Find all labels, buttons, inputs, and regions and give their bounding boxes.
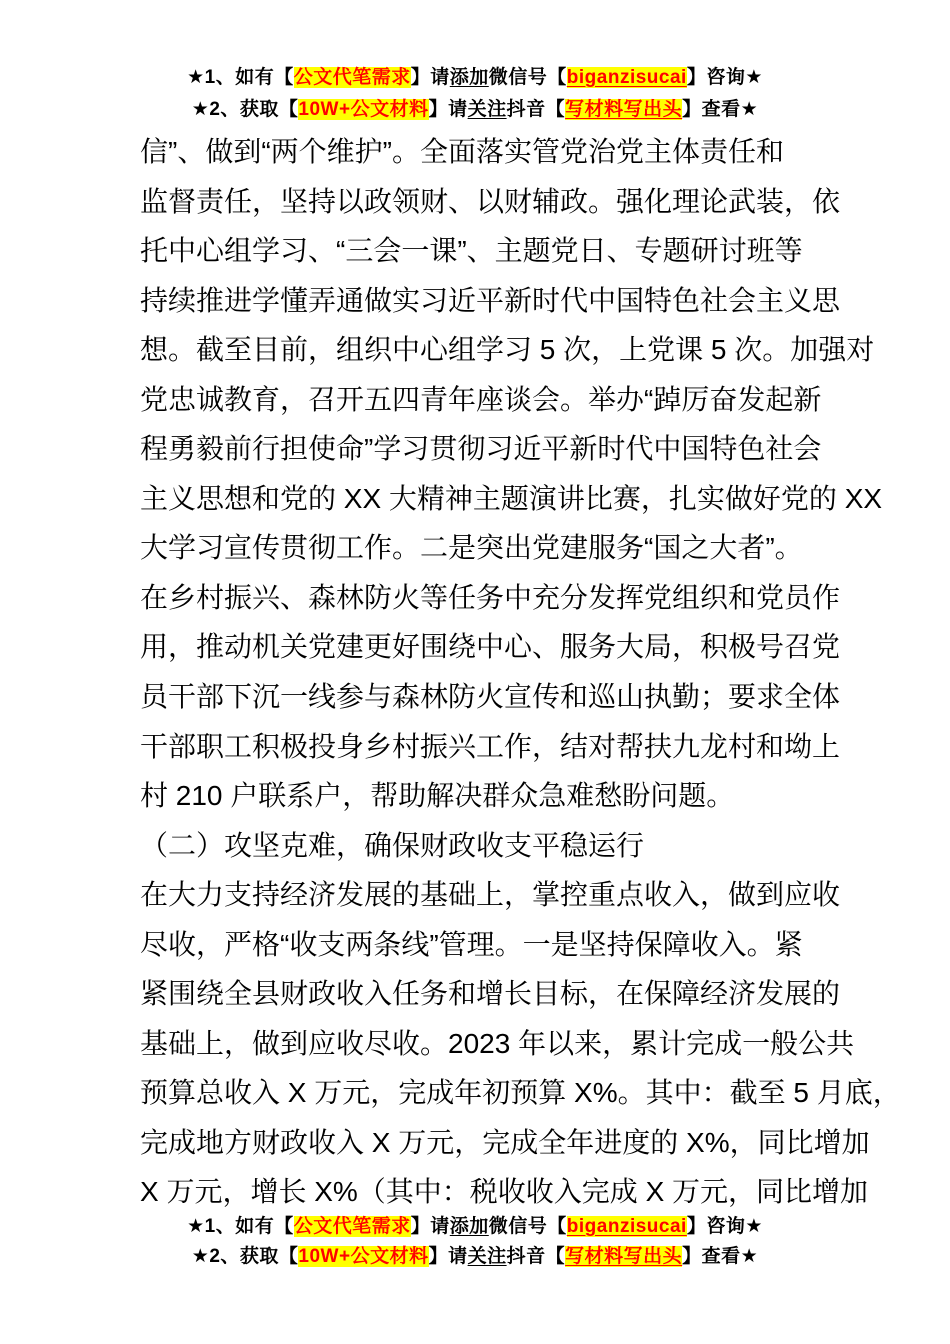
body-text-line: 程勇毅前行担使命”学习贯彻习近平新时代中国特色社会 bbox=[140, 433, 822, 465]
body-text-line: 想。截至目前，组织中心组学习 5 次，上党课 5 次。加强对 bbox=[140, 334, 875, 366]
banner-segment-highlight: 10W+公文材料 bbox=[298, 1246, 429, 1267]
body-text-line: 村 210 户联系户，帮助解决群众急难愁盼问题。 bbox=[140, 780, 735, 812]
banner-segment-highlight: 公文代笔需求 bbox=[293, 1216, 411, 1237]
banner-line-1 bbox=[0, 62, 950, 94]
banner-segment-plain: 微信号【 bbox=[488, 1216, 567, 1237]
banner-segment-plain: ★2、获取【 bbox=[191, 99, 299, 120]
banner-segment-highlight-underline: biganzisucai bbox=[566, 1216, 687, 1237]
body-text-line: 尽收，严格“收支两条线”管理。一是坚持保障收入。紧 bbox=[140, 928, 803, 960]
footer-banner bbox=[0, 1212, 950, 1272]
banner-segment-plain: ★2、获取【 bbox=[191, 1246, 299, 1267]
body-text-line: 紧围绕全县财政收入任务和增长目标，在保障经济发展的 bbox=[140, 978, 841, 1010]
banner-segment-plain: 】请 bbox=[428, 99, 468, 120]
banner-segment-underline: 添加 bbox=[449, 1216, 489, 1237]
body-text-line: 信”、做到“两个维护”。全面落实管党治党主体责任和 bbox=[140, 136, 784, 167]
banner-segment-plain: 】查看★ bbox=[682, 99, 759, 120]
body-text-line: X 万元，增长 X%（其中：税收收入完成 X 万元，同比增加 bbox=[140, 1176, 869, 1208]
body-text-line: 基础上，做到应收尽收。2023 年以来，累计完成一般公共 bbox=[140, 1027, 855, 1059]
banner-line-2 bbox=[0, 1242, 950, 1272]
banner-segment-plain: ★1、如有【 bbox=[187, 67, 294, 88]
body-text-line: 党忠诚教育，召开五四青年座谈会。举办“踔厉奋发起新 bbox=[140, 383, 822, 415]
banner-segment-plain: 】请 bbox=[410, 67, 450, 88]
banner-segment-plain: 抖音【 bbox=[506, 1246, 566, 1267]
banner-segment-plain: 】请 bbox=[410, 1216, 450, 1237]
banner-segment-underline: 添加 bbox=[449, 67, 489, 88]
banner-segment-plain: 】咨询★ bbox=[686, 67, 763, 88]
body-text-line: 在乡村振兴、森林防火等任务中充分发挥党组织和党员作 bbox=[140, 581, 841, 613]
banner-segment-plain: 】请 bbox=[428, 1246, 468, 1267]
body-text-line: 主义思想和党的 XX 大精神主题演讲比赛，扎实做好党的 XX bbox=[140, 482, 883, 514]
document-body bbox=[140, 127, 901, 1217]
body-text-line: 完成地方财政收入 X 万元，完成全年进度的 X%，同比增加 bbox=[140, 1126, 870, 1158]
banner-segment-highlight-underline: 写材料写出头 bbox=[565, 99, 683, 120]
section-heading: （二）攻坚克难，确保财政收支平稳运行 bbox=[140, 829, 645, 861]
banner-segment-plain: 】查看★ bbox=[682, 1246, 759, 1267]
banner-line-2 bbox=[0, 94, 950, 126]
body-text-line: 预算总收入 X 万元，完成年初预算 X%。其中：截至 5 月底， bbox=[140, 1077, 901, 1109]
banner-segment-plain: 抖音【 bbox=[506, 99, 566, 120]
banner-segment-plain: ★1、如有【 bbox=[187, 1216, 294, 1237]
body-text-line: 员干部下沉一线参与森林防火宣传和巡山执勤；要求全体 bbox=[140, 681, 841, 713]
body-text-line: 干部职工积极投身乡村振兴工作，结对帮扶九龙村和坳上 bbox=[140, 730, 841, 762]
banner-segment-plain: 】咨询★ bbox=[686, 1216, 763, 1237]
header-banner bbox=[0, 62, 950, 126]
body-text-line: 监督责任，坚持以政领财、以财辅政。强化理论武装，依 bbox=[140, 185, 841, 217]
body-text-line: 用，推动机关党建更好围绕中心、服务大局，积极号召党 bbox=[140, 631, 841, 663]
banner-segment-highlight: 10W+公文材料 bbox=[298, 99, 429, 120]
banner-segment-plain: 微信号【 bbox=[488, 67, 567, 88]
body-text-line: 托中心组学习、“三会一课”、主题党日、专题研讨班等 bbox=[140, 235, 803, 267]
banner-segment-highlight: 公文代笔需求 bbox=[293, 67, 411, 88]
body-text-line: 在大力支持经济发展的基础上，掌控重点收入，做到应收 bbox=[140, 879, 841, 911]
banner-line-1 bbox=[0, 1212, 950, 1242]
body-text-line: 持续推进学懂弄通做实习近平新时代中国特色社会主义思 bbox=[140, 284, 841, 316]
banner-segment-underline: 关注 bbox=[467, 1246, 507, 1267]
banner-segment-underline: 关注 bbox=[467, 99, 507, 120]
banner-segment-highlight-underline: biganzisucai bbox=[566, 67, 687, 88]
body-text-line: 大学习宣传贯彻工作。二是突出党建服务“国之大者”。 bbox=[140, 532, 803, 564]
banner-segment-highlight-underline: 写材料写出头 bbox=[565, 1246, 683, 1267]
